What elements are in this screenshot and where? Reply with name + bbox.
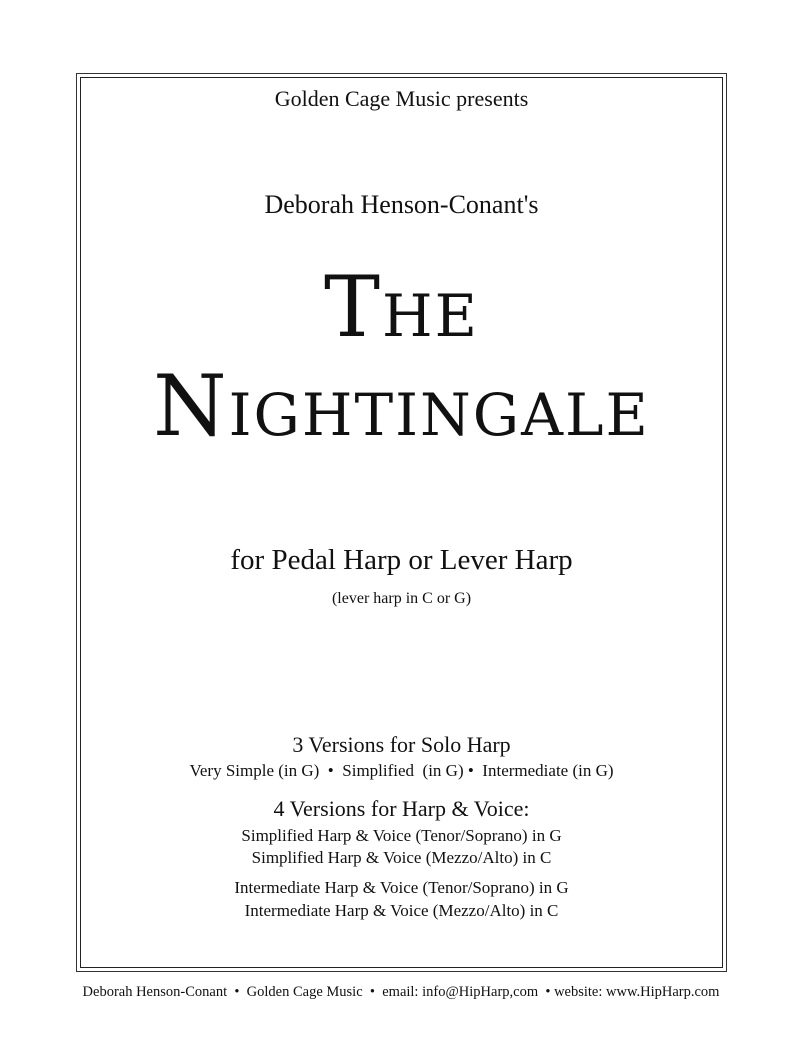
solo-versions: Very Simple (in G) • Simplified (in G) • Intermediate (in G) bbox=[189, 761, 614, 780]
title-initial-2: N bbox=[153, 357, 229, 455]
title-line-1 bbox=[80, 258, 723, 356]
subtitle-note: (lever harp in C or G) bbox=[331, 590, 472, 607]
presenter-line: Golden Cage Music presents bbox=[274, 86, 529, 111]
solo-heading: 3 Versions for Solo Harp bbox=[292, 732, 511, 757]
title-line-2 bbox=[80, 357, 723, 455]
author-line: Deborah Henson-Conant's bbox=[264, 190, 539, 219]
title-initial-1: T bbox=[324, 258, 383, 356]
title-rest-2: IGHTINGALE bbox=[228, 381, 650, 449]
voice-version: Intermediate Harp & Voice (Tenor/Soprano) in G bbox=[234, 878, 569, 897]
voice-version: Simplified Harp & Voice (Mezzo/Alto) in C bbox=[251, 848, 552, 867]
voice-heading: 4 Versions for Harp & Voice: bbox=[273, 796, 530, 821]
subtitle: for Pedal Harp or Lever Harp bbox=[230, 544, 573, 576]
voice-version: Simplified Harp & Voice (Tenor/Soprano) in G bbox=[241, 826, 562, 845]
voice-version: Intermediate Harp & Voice (Mezzo/Alto) in C bbox=[244, 901, 559, 920]
title-rest-1: HE bbox=[382, 282, 479, 350]
footer-contact: Deborah Henson-Conant • Golden Cage Music • email: info@HipHarp,com • website: www.HipHarp.com bbox=[82, 984, 720, 1000]
